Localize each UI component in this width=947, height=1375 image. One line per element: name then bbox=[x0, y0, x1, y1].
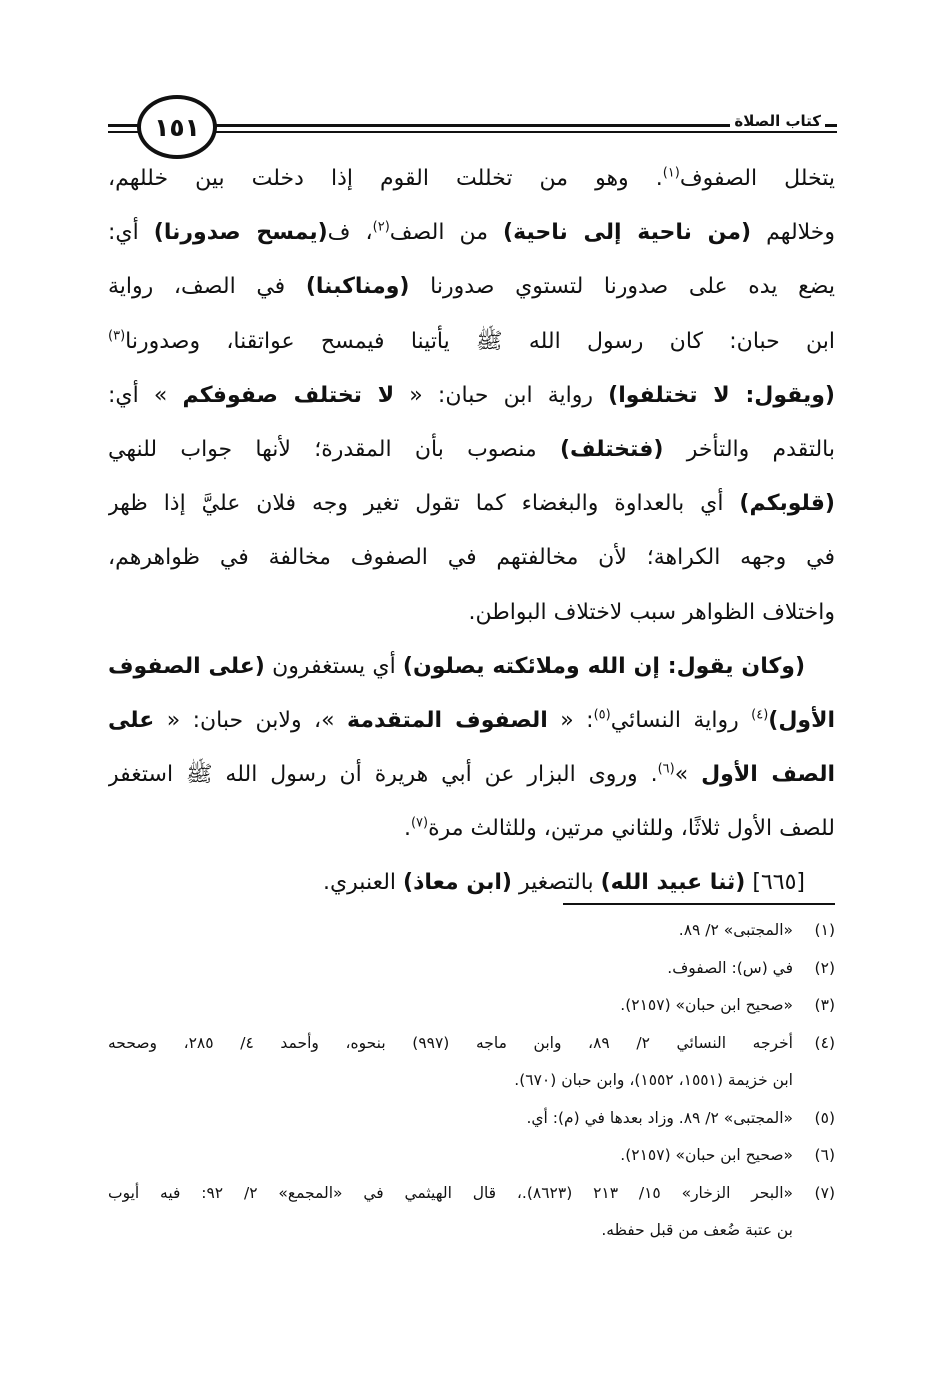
footnote-number: (٢) bbox=[814, 958, 835, 977]
text-run: يضع يده على صدورنا لتستوي صدورنا bbox=[409, 274, 835, 300]
footnote-number: (١) bbox=[814, 921, 835, 939]
footnote-ref: (٤) bbox=[751, 707, 769, 723]
text-line bbox=[108, 640, 835, 694]
footnote bbox=[108, 987, 835, 1025]
text-line bbox=[108, 748, 835, 802]
text-run: رواية النسائي bbox=[610, 707, 752, 733]
footnote-text: أخرجه النسائي ٢/ ٨٩، وابن ماجه (٩٩٧) بنحوه، وأحمد ٤/ ٢٨٥، وصححه bbox=[108, 1033, 793, 1052]
footnote-number: (٥) bbox=[814, 1108, 835, 1127]
text-line bbox=[108, 260, 835, 314]
bold-phrase: الصف الأول bbox=[701, 762, 835, 788]
text-run: . وهو من تخللت القوم إذا دخلت بين خللهم، bbox=[108, 166, 663, 191]
text-run: »، ولابن حبان: « bbox=[154, 707, 348, 733]
text-run: » bbox=[674, 762, 702, 788]
footnote-text: «البحر الزخار» ١٥/ ٢١٣ (٨٦٢٣).، قال الهيثمي في «المجمع» ٢/ ٩٢: فيه أيوب bbox=[108, 1183, 793, 1202]
text-run: أي: bbox=[108, 220, 154, 246]
text-run: بالتقدم والتأخر bbox=[663, 436, 835, 462]
bold-phrase: الأول) bbox=[768, 707, 835, 733]
text-run: في وجهه الكراهة؛ لأن مخالفتهم في الصفوف مخالفة في ظواهرهم، bbox=[108, 545, 835, 571]
text-run: واختلاف الظواهر سبب لاختلاف البواطن. bbox=[468, 599, 835, 625]
text-line bbox=[108, 694, 835, 748]
footnote-number: (٤) bbox=[814, 1033, 835, 1052]
main-text bbox=[108, 152, 835, 911]
text-run: يتخلل الصفوف bbox=[679, 166, 835, 191]
text-run: وخلالهم bbox=[751, 220, 835, 246]
footnote bbox=[108, 1175, 835, 1250]
text-run: أي بالعداوة والبغضاء كما تقول تغير وجه فلان عليَّ إذا ظهر bbox=[108, 491, 740, 517]
header-rule-right-thin bbox=[210, 131, 837, 133]
text-run: منصوب بأن المقدرة؛ لأنها جواب للنهي bbox=[108, 436, 560, 462]
running-title: كتاب الصلاة bbox=[730, 112, 825, 130]
bold-phrase: (من ناحية إلى ناحية) bbox=[503, 220, 752, 246]
text-run: . bbox=[403, 816, 411, 842]
text-run: للصف الأول ثلاثًا، وللثاني مرتين، وللثالث مرة bbox=[428, 816, 835, 842]
bold-phrase: (وكان يقول: إن الله وملائكته يصلون) bbox=[402, 653, 805, 679]
footnote bbox=[108, 1100, 835, 1138]
text-run: » أي: bbox=[108, 382, 183, 408]
text-line bbox=[108, 477, 835, 531]
text-line bbox=[108, 586, 835, 640]
footnote bbox=[108, 1025, 835, 1100]
bold-phrase: على bbox=[108, 707, 155, 733]
footnotes bbox=[108, 912, 835, 1250]
bold-phrase: (ابن معاذ) bbox=[403, 870, 512, 896]
bold-phrase: (ثنا عبيد الله) bbox=[600, 870, 746, 896]
footnote bbox=[108, 950, 835, 988]
footnote-number: (٧) bbox=[814, 1183, 835, 1202]
text-run: رواية ابن حبان: « bbox=[394, 382, 609, 408]
page-number-frame bbox=[137, 95, 217, 159]
footnote-text: «المجتبى» ٢/ ٨٩. bbox=[678, 921, 793, 939]
text-run: : « bbox=[547, 707, 594, 733]
text-run: من الصف bbox=[389, 220, 504, 246]
text-run: [٦٦٥] bbox=[745, 870, 805, 896]
footnote-text: في (س): الصفوف. bbox=[667, 958, 793, 977]
footnote-text: «صحيح ابن حبان» (٢١٥٧). bbox=[620, 996, 793, 1014]
footnote-ref: (٥) bbox=[593, 707, 611, 723]
bold-phrase: (يمسح صدورنا) bbox=[153, 220, 328, 246]
text-line bbox=[108, 369, 835, 423]
footnote-number: (٣) bbox=[814, 996, 835, 1014]
text-run: أي يستغفرون bbox=[264, 653, 403, 679]
text-line bbox=[108, 152, 835, 206]
text-run: العنبري. bbox=[322, 870, 404, 896]
text-run: ابن حبان: كان رسول الله ﷺ يأتينا فيمسح عواتقنا، وصدورنا bbox=[125, 328, 835, 354]
text-line bbox=[108, 802, 835, 856]
footnote-ref: (٣) bbox=[108, 328, 126, 344]
footnote bbox=[108, 912, 835, 950]
footnote bbox=[108, 1137, 835, 1175]
page-number: ١٥١ bbox=[154, 112, 200, 142]
text-line bbox=[108, 315, 835, 369]
text-line bbox=[108, 206, 835, 260]
bold-phrase: (قلوبكم) bbox=[739, 491, 835, 517]
text-line bbox=[108, 531, 835, 585]
footnote-text: «المجتبى» ٢/ ٨٩. وزاد بعدها في (م): أي. bbox=[526, 1108, 793, 1127]
bold-phrase: لا تختلف صفوفكم bbox=[182, 382, 395, 408]
bold-phrase: (ومناكبنا) bbox=[305, 274, 410, 300]
bold-phrase: (ويقول: لا تختلفوا) bbox=[608, 382, 835, 408]
footnote-separator bbox=[563, 903, 835, 905]
footnote-ref: (٧) bbox=[410, 815, 429, 831]
footnote-ref: (٢) bbox=[372, 219, 390, 235]
text-run: بالتصغير bbox=[511, 870, 601, 896]
footnote-ref: (٦) bbox=[657, 761, 675, 777]
footnote-text: «صحيح ابن حبان» (٢١٥٧). bbox=[620, 1146, 793, 1164]
text-run: ، ف bbox=[327, 220, 373, 246]
bold-phrase: الصفوف المتقدمة bbox=[347, 707, 548, 733]
bold-phrase: (فتختلف) bbox=[559, 436, 664, 462]
footnote-ref: (١) bbox=[662, 165, 680, 181]
text-line bbox=[108, 423, 835, 477]
footnote-number: (٦) bbox=[814, 1146, 835, 1164]
bold-phrase: (على الصفوف bbox=[108, 653, 265, 679]
text-run: . وروى البزار عن أبي هريرة أن رسول الله ﷺ استغفر bbox=[108, 762, 658, 788]
footnote-text: ابن خزيمة (١٥٥١، ١٥٥٢)، وابن حبان (٦٧٠). bbox=[514, 1071, 793, 1089]
footnote-text: بن عتبة ضُعف من قبل حفظه. bbox=[601, 1221, 793, 1239]
text-run: في الصف، رواية bbox=[108, 274, 306, 300]
